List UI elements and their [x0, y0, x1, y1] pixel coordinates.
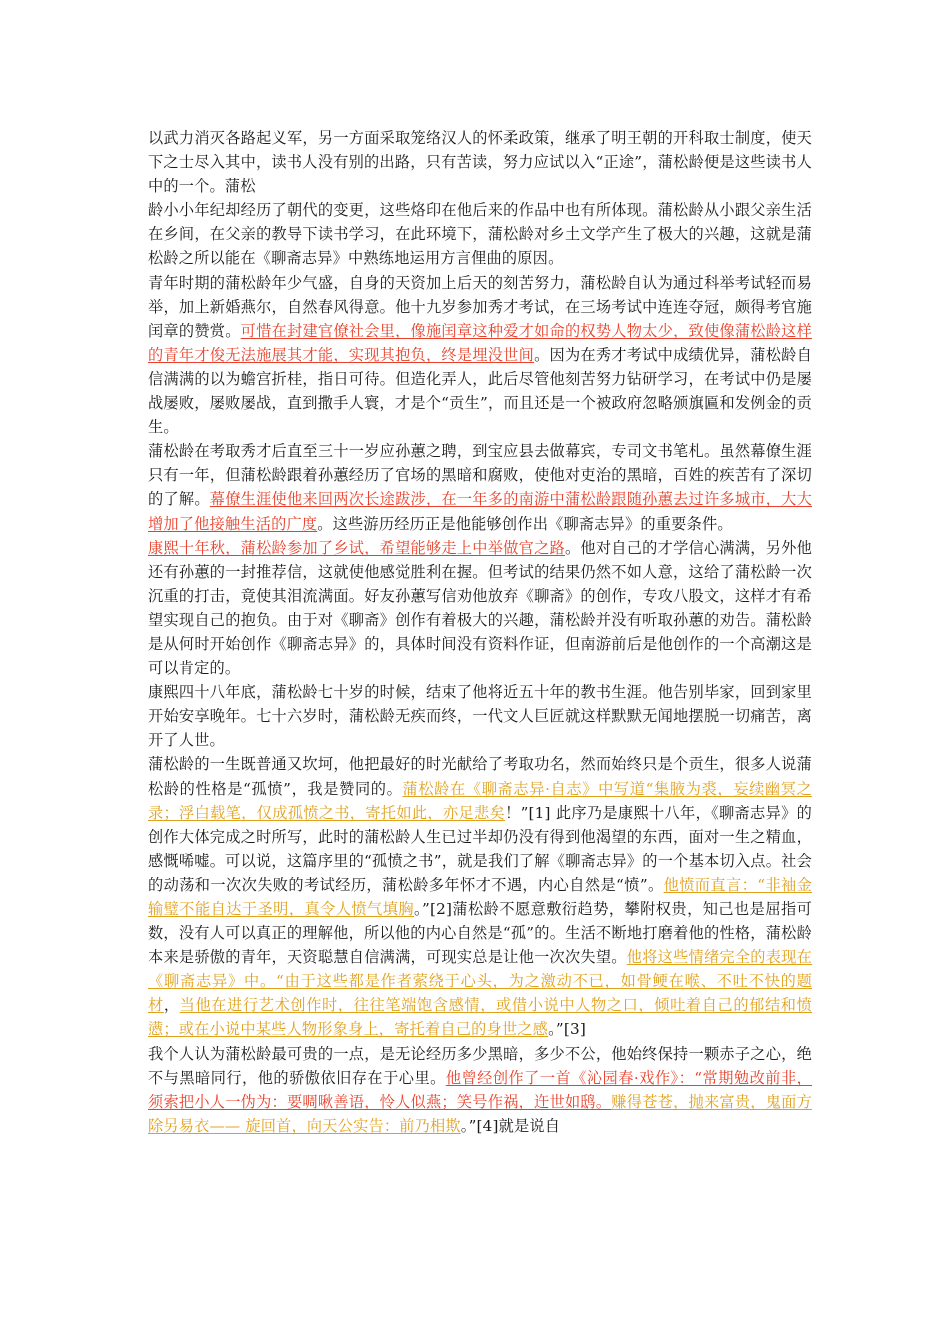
paragraph-text: 。”[4]就是说自	[460, 1116, 561, 1135]
highlighted-quote: 他曾经创作了一首《沁园春·戏作》：“常期勉改前非，须索把小人一伪为：要啁啾善语，怜人似燕；笑号作祸，迕世如鸱。	[148, 1068, 812, 1111]
paragraph-text: 。他对自己的才学信心满满，另外他还有孙蕙的一封推荐信，这就使他感觉胜利在握。但考试的结果仍然不如人意，这给了蒲松龄一次沉重的打击，竟使其泪流满面。好友孙蕙写信劝他放弃《聊斋》的创作，专攻八股文，这样才有希望实现自己的抱负。由于对《聊斋》创作有着极大的兴趣，蒲松龄并没有听取孙蕙的劝告。蒲松龄是从何时开始创作《聊斋志异》的，具体时间没有资料作证，但南游前后是他创作的一个高潮这是可以肯定的。	[148, 538, 813, 678]
paragraph-text: 龄小小年纪却经历了朝代的变更，这些烙印在他后来的作品中也有所体现。蒲松龄从小跟父亲生活在乡间，在父亲的教导下读书学习，在此环境下，蒲松龄对乡土文学产生了极大的兴趣，这就是蒲松龄之所以能在《聊斋志异》中熟练地运用方言俚曲的原因。	[148, 201, 812, 268]
paragraph	[148, 271, 812, 440]
highlighted-quote: 他将这些情绪完全的表现在《聊斋志异》中。“由于这些都是作者萦绕于心头，为之激动不已，如骨鲠在喉、不吐不快的题材	[148, 948, 812, 1015]
highlighted-quote: 赚得苍苍，抛来富贵，鬼面方除另易衣—— 旋回首，向天公实告：前乃相欺	[148, 1092, 812, 1135]
paragraph-text: 。因为在秀才考试中成绩优异，蒲松龄自信满满的以为蟾宫折桂，指日可待。但造化弄人，此后尽管他刻苦努力钻研学习，在考试中仍是屡战屡败，屡败屡战，直到撒手人寰，才是个“贡生”，而且还是一个被政府忽略颁旗匾和发例金的贡生。	[148, 345, 812, 437]
paragraph-text: ！”[1] 此序乃是康熙十八年，《聊斋志异》的创作大体完成之时所写，此时的蒲松龄人生已过半却仍没有得到他渴望的东西，面对一生之精血，感慨唏嘘。可以说，这篇序里的“孤愤之书”，就是我们了解《聊斋志异》的一个基本切入点。社会的动荡和一次次失败的考试经历，蒲松龄多年怀才不遇，内心自然是“愤”。	[148, 803, 812, 894]
highlighted-quote: 当他在进行艺术创作时，往往笔端饱含感情，或借小说中人物之口，倾吐着自己的郁结和愤懑；或在小说中某些人物形象身上，寄托着自己的身世之感	[148, 996, 813, 1039]
article-body	[148, 126, 812, 1138]
paragraph-text: 蒲松龄在考取秀才后直至三十一岁应孙蕙之聘，到宝应县去做幕宾，专司文书笔札。虽然幕僚生涯只有一年，但蒲松龄跟着孙蕙经历了官场的黑暗和腐败，使他对吏治的黑暗，百姓的疾苦有了深切的了解。	[148, 442, 812, 509]
paragraph	[148, 1042, 812, 1138]
highlighted-quote: 他愤而直言：“非袖金输璧不能自达于圣明，真令人愤气填胸	[148, 875, 812, 918]
paragraph-text: 以武力消灭各路起义军，另一方面采取笼络汉人的怀柔政策，继承了明王朝的开科取士制度，使天下之士尽入其中，读书人没有别的出路，只有苦读，努力应试以入“正途”，蒲松龄便是这些读书人中的一个。蒲松	[148, 129, 812, 196]
paragraph-text: 。这些游历经历正是他能够创作出《聊斋志异》的重要条件。	[317, 514, 733, 533]
paragraph	[148, 198, 812, 270]
paragraph	[148, 126, 812, 198]
paragraph-text: 青年时期的蒲松龄年少气盛，自身的天资加上后天的刻苦努力，蒲松龄自认为通过科举考试轻而易举，加上新婚燕尔，自然春风得意。他十九岁参加秀才考试，在三场考试中连连夺冠，颇得考官施闰章的赞赏。	[148, 273, 812, 340]
highlighted-quote: 康熙十年秋，蒲松龄参加了乡试，希望能够走上中举做官之路	[148, 538, 565, 557]
paragraph-text: 我个人认为蒲松龄最可贵的一点，是无论经历多少黑暗，多少不公，他始终保持一颗赤子之心，绝不与黑暗同行，他的骄傲依旧存在于心里。	[148, 1044, 812, 1087]
paragraph-text: 蒲松龄的一生既普通又坎坷，他把最好的时光献给了考取功名，然而始终只是个贡生，很多人说蒲松龄的性格是“孤愤”，我是赞同的。	[148, 755, 812, 798]
paragraph-text: 康熙四十八年底，蒲松龄七十岁的时候，结束了他将近五十年的教书生涯。他告别毕家，回到家里开始安享晚年。七十六岁时，蒲松龄无疾而终，一代文人巨匠就这样默默无闻地摆脱一切痛苦，离开了人世。	[148, 683, 812, 750]
highlighted-quote: 蒲松龄在《聊斋志异·自志》中写道“集腋为裘，妄续幽冥之录；浮白载笔，仅成孤愤之书，寄托如此，亦足悲矣	[148, 779, 812, 822]
paragraph	[148, 680, 812, 752]
paragraph	[148, 536, 812, 681]
paragraph	[148, 439, 812, 535]
paragraph	[148, 752, 812, 1041]
paragraph-text: 。”[3]	[548, 1020, 586, 1039]
highlighted-quote: 幕僚生涯使他来回两次长途跋涉，在一年多的南游中蒲松龄跟随孙蕙去过许多城市，大大增加了他接触生活的广度	[148, 490, 812, 533]
paragraph-text: 。”[2]蒲松龄不愿意敷衍趋势，攀附权贵，知己也是屈指可数，没有人可以真正的理解他，所以他的内心自然是“孤”的。生活不断地打磨着他的性格，蒲松龄本来是骄傲的青年，天资聪慧自信满满，可现实总是让他一次次失望。	[148, 900, 812, 967]
paragraph-text: ，	[163, 996, 180, 1015]
highlighted-quote: 可惜在封建官僚社会里，像施闰章这种爱才如命的权势人物太少，致使像蒲松龄这样的青年才俊无法施展其才能，实现其抱负，终是埋没世间	[148, 321, 813, 364]
